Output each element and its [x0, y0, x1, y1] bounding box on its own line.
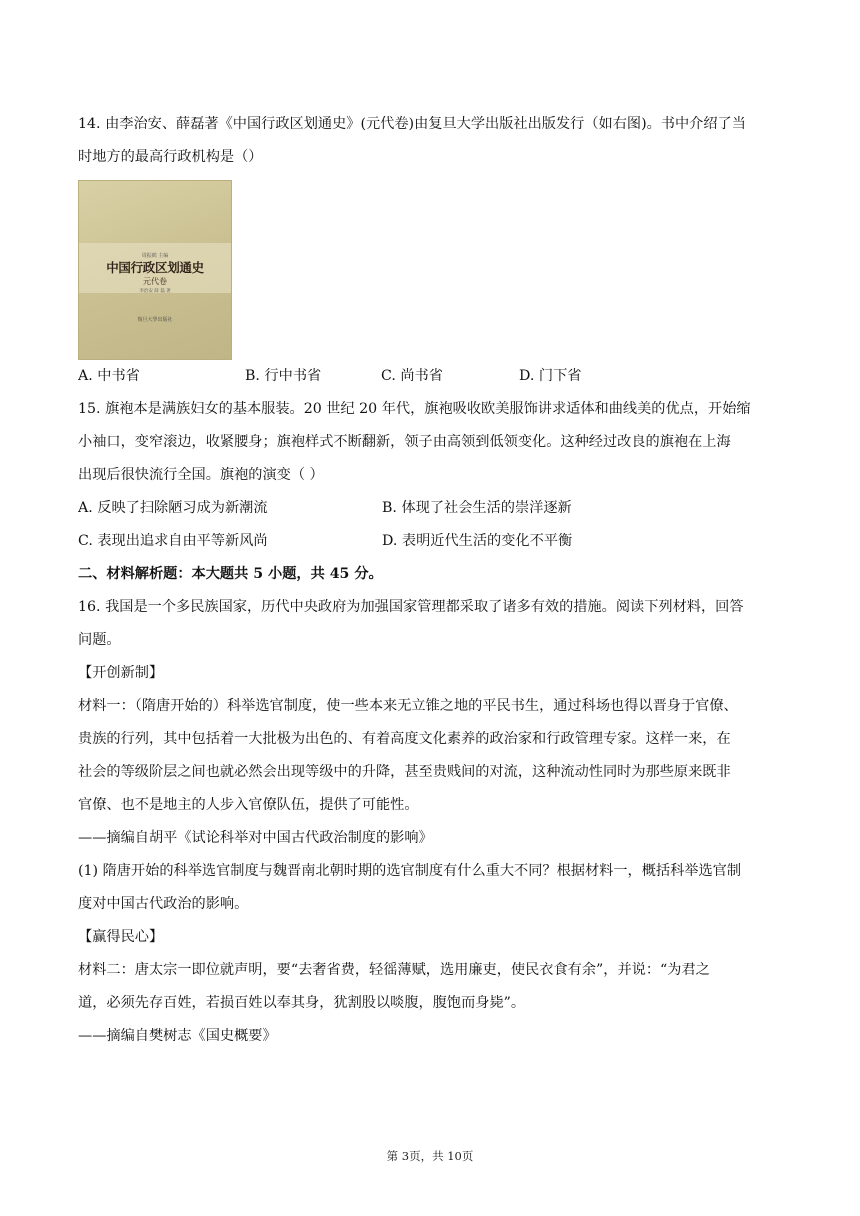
section-heading: 二、材料解析题：本大题共 5 小题，共 45 分。 [78, 566, 383, 582]
material-1-line-4: 官僚、也不是地主的人步入官僚队伍，提供了可能性。 [78, 797, 419, 813]
material-2-line-1: 材料二：唐太宗一即位就声明，要“去奢省费，轻徭薄赋，选用廉吏，使民衣食有余”，并说：“为君之 [78, 962, 710, 978]
q15-option-a[interactable]: A. 反映了扫除陋习成为新潮流 [78, 500, 268, 516]
page-number: 第 3页，共 10页 [386, 1149, 474, 1163]
q15-options-row-1 [78, 492, 786, 525]
material-tag-1: 【开创新制】 [78, 665, 164, 681]
cover-authors: 李治安 薛 磊 著 [139, 289, 171, 294]
q16-intro-line-1: 16. 我国是一个多民族国家，历代中央政府为加强国家管理都采取了诸多有效的措施。阅读下列材料，回答 [78, 599, 744, 615]
q14-option-b[interactable]: B. 行中书省 [245, 368, 322, 384]
material-2-source: ——摘编自樊树志《国史概要》 [78, 1028, 277, 1044]
q14-options [78, 360, 786, 393]
q14-option-d[interactable]: D. 门下省 [519, 368, 582, 384]
q15-option-c[interactable]: C. 表现出追求自由平等新风尚 [78, 533, 268, 549]
book-cover-image [78, 180, 232, 360]
material-tag-2: 【赢得民心】 [78, 929, 164, 945]
material-1-source: ——摘编自胡平《试论科举对中国古代政治制度的影响》 [78, 830, 433, 846]
q14-stem-line-1: 14. 由李治安、薛磊著《中国行政区划通史》(元代卷)由复旦大学出版社出版发行（如右图)。书中介绍了当 [78, 116, 746, 132]
q14-option-a[interactable]: A. 中书省 [78, 368, 140, 384]
q14-stem-line-2: 时地方的最高行政机构是（） [78, 149, 263, 165]
material-1-line-2: 贵族的行列，其中包括着一大批极为出色的、有着高度文化素养的政治家和行政管理专家。这样一来，在 [78, 731, 731, 747]
cover-publisher: 復旦大學出版社 [137, 317, 173, 323]
sub-question-1-line-2: 度对中国古代政治的影响。 [78, 896, 249, 912]
material-2-line-2: 道，必须先存百姓，若损百姓以奉其身，犹割股以啖腹，腹饱而身毙”。 [78, 995, 526, 1011]
q15-stem-line-2: 小袖口，变窄滚边，收紧腰身；旗袍样式不断翻新，领子由高领到低领变化。这种经过改良的旗袍在上海 [78, 434, 731, 450]
sub-question-1-line-1: (1) 隋唐开始的科举选官制度与魏晋南北朝时期的选官制度有什么重大不同？根据材料一，概括科举选官制 [78, 863, 742, 879]
q15-stem-line-1: 15. 旗袍本是满族妇女的基本服装。20 世纪 20 年代，旗袍吸收欧美服饰讲求适体和曲线美的优点，开始缩 [78, 401, 751, 417]
exam-page [78, 108, 786, 1053]
cover-subtitle: 元代卷 [143, 277, 167, 286]
q15-stem-line-3: 出现后很快流行全国。旗袍的演变（ ） [78, 467, 324, 483]
material-1-line-3: 社会的等级阶层之间也就必然会出现等级中的升降，甚至贵贱间的对流，这种流动性同时为那些原来既非 [78, 764, 731, 780]
q15-options-row-2 [78, 525, 786, 558]
q15-option-b[interactable]: B. 体现了社会生活的崇洋逐新 [382, 500, 572, 516]
q15-option-d[interactable]: D. 表明近代生活的变化不平衡 [382, 533, 573, 549]
q14-option-c[interactable]: C. 尚书省 [381, 368, 443, 384]
q16-intro-line-2: 问题。 [78, 632, 121, 648]
material-1-line-1: 材料一：（隋唐开始的）科举选官制度，使一些本来无立锥之地的平民书生，通过科场也得以晋身于官僚、 [78, 698, 738, 714]
cover-title: 中国行政区划通史 [106, 260, 204, 275]
cover-editor: 周振鹤 主编 [141, 253, 169, 259]
